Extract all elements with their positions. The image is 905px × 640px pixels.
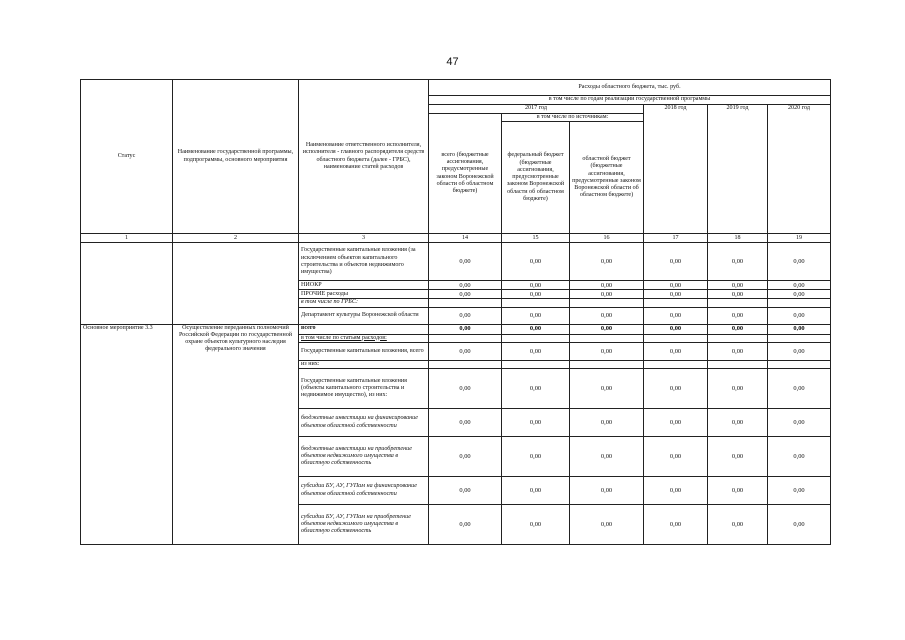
table-row bbox=[81, 324, 831, 334]
column-number: 3 bbox=[299, 234, 429, 243]
column-number: 18 bbox=[708, 234, 768, 243]
value-cell: 0,00 bbox=[644, 342, 708, 360]
value-cell: 0,00 bbox=[570, 409, 644, 437]
header-year-2019: 2019 год bbox=[708, 105, 768, 234]
value-cell: 0,00 bbox=[768, 369, 831, 409]
column-number: 17 bbox=[644, 234, 708, 243]
value-cell: 0,00 bbox=[768, 342, 831, 360]
row-label: НИОКР bbox=[299, 281, 429, 290]
header-expenses-title: Расходы областного бюджета, тыс. руб. bbox=[429, 80, 831, 96]
value-cell: 0,00 bbox=[708, 281, 768, 290]
header-year-2020: 2020 год bbox=[768, 105, 831, 234]
column-number: 16 bbox=[570, 234, 644, 243]
value-cell: 0,00 bbox=[502, 324, 570, 334]
value-cell: 0,00 bbox=[502, 505, 570, 545]
header-total: всего (бюджетные ассигнования, предусмотренные законом Воронежской области об областном бюджете) bbox=[429, 114, 502, 234]
value-cell: 0,00 bbox=[644, 243, 708, 281]
row-label: из них: bbox=[299, 360, 429, 368]
row-label: в том числе по статьям расходов: bbox=[299, 334, 429, 342]
row-label: Департамент культуры Воронежской области bbox=[299, 307, 429, 324]
value-cell: 0,00 bbox=[429, 342, 502, 360]
value-cell: 0,00 bbox=[708, 409, 768, 437]
row-label: в том числе по ГРБС: bbox=[299, 299, 429, 307]
value-cell: 0,00 bbox=[708, 505, 768, 545]
value-cell: 0,00 bbox=[502, 477, 570, 505]
header-year-2017: 2017 год bbox=[429, 105, 644, 114]
row-label: всего bbox=[299, 324, 429, 334]
value-cell: 0,00 bbox=[429, 505, 502, 545]
value-cell: 0,00 bbox=[570, 307, 644, 324]
header-status: Статус bbox=[81, 80, 173, 234]
header-regional: областной бюджет (бюджетные ассигнования, предусмотренные законом Воронежской области об областном бюджете) bbox=[570, 122, 644, 234]
value-cell: 0,00 bbox=[570, 281, 644, 290]
value-cell: 0,00 bbox=[768, 324, 831, 334]
value-cell: 0,00 bbox=[429, 477, 502, 505]
row-label: субсидии БУ, АУ, ГУПам на приобретение объектов недвижимого имущества в областную собственность bbox=[299, 505, 429, 545]
value-cell: 0,00 bbox=[708, 477, 768, 505]
value-cell: 0,00 bbox=[768, 409, 831, 437]
header-executor: Наименование ответственного исполнителя, исполнителя - главного распорядителя средств областного бюджета (далее - ГРБС), наименование статей расходов bbox=[299, 80, 429, 234]
value-cell: 0,00 bbox=[644, 290, 708, 299]
value-cell: 0,00 bbox=[429, 409, 502, 437]
row-label: Государственные капитальные вложения, всего bbox=[299, 342, 429, 360]
value-cell: 0,00 bbox=[570, 324, 644, 334]
value-cell: 0,00 bbox=[502, 342, 570, 360]
value-cell: 0,00 bbox=[708, 369, 768, 409]
value-cell: 0,00 bbox=[768, 477, 831, 505]
budget-table bbox=[80, 79, 831, 545]
value-cell: 0,00 bbox=[502, 290, 570, 299]
value-cell: 0,00 bbox=[708, 290, 768, 299]
value-cell: 0,00 bbox=[429, 369, 502, 409]
header-by-years: в том числе по годам реализации государственной программы bbox=[429, 96, 831, 105]
value-cell: 0,00 bbox=[644, 281, 708, 290]
program-name-cell bbox=[173, 243, 299, 324]
value-cell: 0,00 bbox=[502, 281, 570, 290]
column-number: 14 bbox=[429, 234, 502, 243]
value-cell: 0,00 bbox=[708, 342, 768, 360]
value-cell: 0,00 bbox=[708, 307, 768, 324]
value-cell: 0,00 bbox=[570, 505, 644, 545]
status-cell: Основное мероприятие 3.3 bbox=[81, 324, 173, 545]
value-cell: 0,00 bbox=[768, 437, 831, 477]
value-cell: 0,00 bbox=[644, 324, 708, 334]
row-label: ПРОЧИЕ расходы bbox=[299, 290, 429, 299]
value-cell: 0,00 bbox=[768, 281, 831, 290]
value-cell: 0,00 bbox=[502, 409, 570, 437]
column-number-row bbox=[81, 234, 831, 243]
column-number: 19 bbox=[768, 234, 831, 243]
value-cell: 0,00 bbox=[644, 409, 708, 437]
value-cell: 0,00 bbox=[708, 324, 768, 334]
value-cell: 0,00 bbox=[768, 505, 831, 545]
value-cell: 0,00 bbox=[570, 342, 644, 360]
value-cell: 0,00 bbox=[429, 281, 502, 290]
value-cell: 0,00 bbox=[644, 369, 708, 409]
value-cell: 0,00 bbox=[644, 505, 708, 545]
row-label: Государственные капитальные вложения (за исключением объектов капитального строительства и объектов недвижимого имущества) bbox=[299, 243, 429, 281]
value-cell: 0,00 bbox=[708, 243, 768, 281]
row-label: Государственные капитальные вложения (объекты капитального строительства и недвижимое имущество), из них: bbox=[299, 369, 429, 409]
value-cell: 0,00 bbox=[502, 369, 570, 409]
value-cell: 0,00 bbox=[570, 243, 644, 281]
value-cell: 0,00 bbox=[570, 437, 644, 477]
value-cell: 0,00 bbox=[768, 307, 831, 324]
value-cell: 0,00 bbox=[644, 437, 708, 477]
value-cell: 0,00 bbox=[429, 290, 502, 299]
row-label: бюджетные инвестиции на приобретение объектов недвижимого имущества в областную собственность bbox=[299, 437, 429, 477]
program-name-cell: Осуществление переданных полномочий Российской Федерации по государственной охране объектов культурного наследия федерального значения bbox=[173, 324, 299, 545]
value-cell: 0,00 bbox=[708, 437, 768, 477]
header-federal: федеральный бюджет (бюджетные ассигнования, предусмотренные законом Воронежской области об областном бюджете) bbox=[502, 122, 570, 234]
header-year-2018: 2018 год bbox=[644, 105, 708, 234]
page-number: 47 bbox=[446, 56, 459, 68]
row-label: субсидии БУ, АУ, ГУПам на финансирование объектов областной собственности bbox=[299, 477, 429, 505]
value-cell: 0,00 bbox=[502, 307, 570, 324]
value-cell: 0,00 bbox=[429, 307, 502, 324]
table-row bbox=[81, 243, 831, 281]
value-cell: 0,00 bbox=[644, 307, 708, 324]
header-program-name: Наименование государственной программы, подпрограммы, основного мероприятия bbox=[173, 80, 299, 234]
column-number: 2 bbox=[173, 234, 299, 243]
status-cell bbox=[81, 243, 173, 324]
value-cell: 0,00 bbox=[644, 477, 708, 505]
value-cell: 0,00 bbox=[429, 243, 502, 281]
column-number: 1 bbox=[81, 234, 173, 243]
value-cell: 0,00 bbox=[570, 477, 644, 505]
value-cell: 0,00 bbox=[570, 369, 644, 409]
value-cell: 0,00 bbox=[502, 243, 570, 281]
column-number: 15 bbox=[502, 234, 570, 243]
value-cell: 0,00 bbox=[768, 290, 831, 299]
value-cell: 0,00 bbox=[570, 290, 644, 299]
header-sources: в том числе по источникам: bbox=[502, 114, 644, 122]
value-cell: 0,00 bbox=[502, 437, 570, 477]
value-cell: 0,00 bbox=[429, 437, 502, 477]
row-label: бюджетные инвестиции на финансирование объектов областной собственности bbox=[299, 409, 429, 437]
value-cell: 0,00 bbox=[768, 243, 831, 281]
value-cell: 0,00 bbox=[429, 324, 502, 334]
